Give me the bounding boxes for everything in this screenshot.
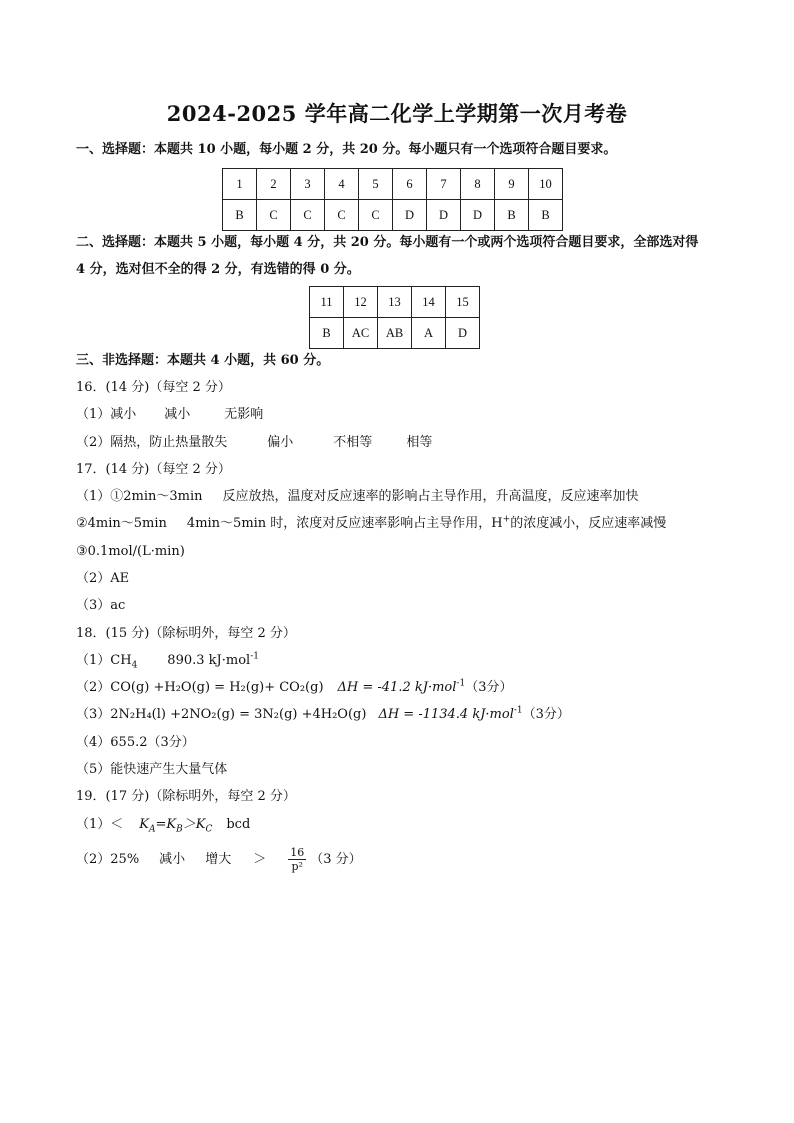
superscript: + <box>502 514 511 525</box>
q17-heading: 17．(14 分)（每空 2 分） <box>76 462 231 477</box>
table-cell: 5 <box>359 169 393 200</box>
subscript: 4 <box>131 660 138 671</box>
section2-answer-row <box>310 318 480 349</box>
q17-answer-1a <box>76 488 639 506</box>
answer-text: =K <box>155 817 177 832</box>
q18-answer-1 <box>76 652 259 670</box>
table-cell: 8 <box>461 169 495 200</box>
answer-text: 偏小 <box>267 435 294 450</box>
superscript: -1 <box>456 678 466 689</box>
section3-heading: 三、非选择题：本题共 4 小题，共 60 分。 <box>76 353 330 368</box>
q16-answer-2 <box>76 434 432 452</box>
answer-text: ②4min～5min <box>76 516 167 531</box>
fraction <box>288 846 306 873</box>
section1-answer-table <box>222 168 563 231</box>
table-cell: AB <box>378 318 412 349</box>
superscript: -1 <box>513 705 523 716</box>
section2-number-row <box>310 287 480 318</box>
answer-text: 无影响 <box>224 407 264 422</box>
section2-heading-line1: 二、选择题：本题共 5 小题，每小题 4 分，共 20 分。每小题有一个或两个选项符合题目要求，全部选对得 <box>76 235 699 250</box>
enthalpy-text: ΔH = -1134.4 kJ·mol <box>378 707 514 722</box>
answer-text: （2）CO(g) +H₂O(g) = H₂(g)+ CO₂(g) <box>76 680 324 695</box>
table-cell: B <box>495 200 529 231</box>
q17-answer-1c: ③0.1mol/(L·min) <box>76 544 185 559</box>
answer-text: K <box>139 817 149 832</box>
q17-answer-3: （3）ac <box>76 598 126 613</box>
table-cell: 14 <box>412 287 446 318</box>
section1-heading: 一、选择题：本题共 10 小题，每小题 2 分，共 20 分。每小题只有一个选项符合题目要求。 <box>76 142 617 157</box>
answer-text: 增大 <box>205 852 232 867</box>
table-cell: 15 <box>446 287 480 318</box>
table-cell: 9 <box>495 169 529 200</box>
table-cell: C <box>359 200 393 231</box>
table-cell: 1 <box>223 169 257 200</box>
table-cell: D <box>427 200 461 231</box>
table-cell: C <box>257 200 291 231</box>
superscript: -1 <box>250 651 259 662</box>
answer-text: 反应放热，温度对反应速率的影响占主导作用，升高温度，反应速率加快 <box>222 489 639 504</box>
subscript: C <box>205 824 213 835</box>
q16-answer-1 <box>76 406 263 424</box>
answer-text: （1）＜ <box>76 817 124 832</box>
table-cell: 4 <box>325 169 359 200</box>
q18-answer-2 <box>76 679 512 697</box>
answer-text: ＞K <box>182 817 206 832</box>
table-cell: 10 <box>529 169 563 200</box>
answer-text: 890.3 kJ·mol <box>167 653 251 668</box>
table-cell: D <box>461 200 495 231</box>
table-cell: 3 <box>291 169 325 200</box>
table-cell: D <box>393 200 427 231</box>
answer-text: （1）减小 <box>76 407 137 422</box>
subscript: A <box>149 824 156 835</box>
q18-answer-3 <box>76 706 570 724</box>
table-cell: C <box>325 200 359 231</box>
fraction-denominator: p² <box>291 860 303 873</box>
table-cell: A <box>412 318 446 349</box>
section1-number-row <box>223 169 563 200</box>
q18-answer-5: （5）能快速产生大量气体 <box>76 762 228 777</box>
answer-text: 的浓度减小，反应速率减慢 <box>510 516 667 531</box>
fraction-numerator: 16 <box>290 846 305 859</box>
answer-text: （3分） <box>522 707 570 722</box>
q17-answer-2: （2）AE <box>76 571 130 586</box>
answer-text: （3）2N₂H₄(l) +2NO₂(g) = 3N₂(g) +4H₂O(g) <box>76 707 367 722</box>
answer-text: 减小 <box>159 852 186 867</box>
table-cell: 13 <box>378 287 412 318</box>
q19-answer-2 <box>76 845 362 875</box>
q17-answer-1b <box>76 515 666 533</box>
section2-heading-line2: 4 分，选对但不全的得 2 分，有选错的得 0 分。 <box>76 262 360 277</box>
table-cell: B <box>223 200 257 231</box>
enthalpy-text: ΔH = -41.2 kJ·mol <box>337 680 457 695</box>
answer-text: （1）CH <box>76 653 132 668</box>
table-cell: 11 <box>310 287 344 318</box>
table-cell: 7 <box>427 169 461 200</box>
q18-heading: 18．(15 分)（除标明外，每空 2 分） <box>76 626 296 641</box>
section1-answer-row <box>223 200 563 231</box>
q18-answer-4: （4）655.2（3分） <box>76 735 195 750</box>
table-cell: AC <box>344 318 378 349</box>
answer-text: 相等 <box>406 435 433 450</box>
answer-text: （1）①2min～3min <box>76 489 203 504</box>
answer-text: 减小 <box>164 407 191 422</box>
table-cell: B <box>310 318 344 349</box>
q19-heading: 19．(17 分)（除标明外，每空 2 分） <box>76 789 296 804</box>
table-cell: D <box>446 318 480 349</box>
table-cell: B <box>529 200 563 231</box>
page-title: 2024-2025 学年高二化学上学期第一次月考卷 <box>166 101 628 126</box>
answer-text: 4min～5min 时，浓度对反应速率影响占主导作用，H <box>186 516 503 531</box>
answer-text: （3分） <box>465 680 513 695</box>
subscript: B <box>176 824 183 835</box>
answer-text: （3 分） <box>310 852 362 867</box>
table-cell: 12 <box>344 287 378 318</box>
answer-text: （2）25% <box>76 852 140 867</box>
answer-text: bcd <box>226 817 251 832</box>
table-cell: 6 <box>393 169 427 200</box>
answer-text: （2）隔热，防止热量散失 <box>76 435 228 450</box>
table-cell: C <box>291 200 325 231</box>
q19-answer-1 <box>76 816 250 834</box>
answer-text: 不相等 <box>333 435 373 450</box>
table-cell: 2 <box>257 169 291 200</box>
section2-answer-table <box>309 286 480 349</box>
q16-heading: 16．(14 分)（每空 2 分） <box>76 380 231 395</box>
answer-text: ＞ <box>253 852 267 867</box>
